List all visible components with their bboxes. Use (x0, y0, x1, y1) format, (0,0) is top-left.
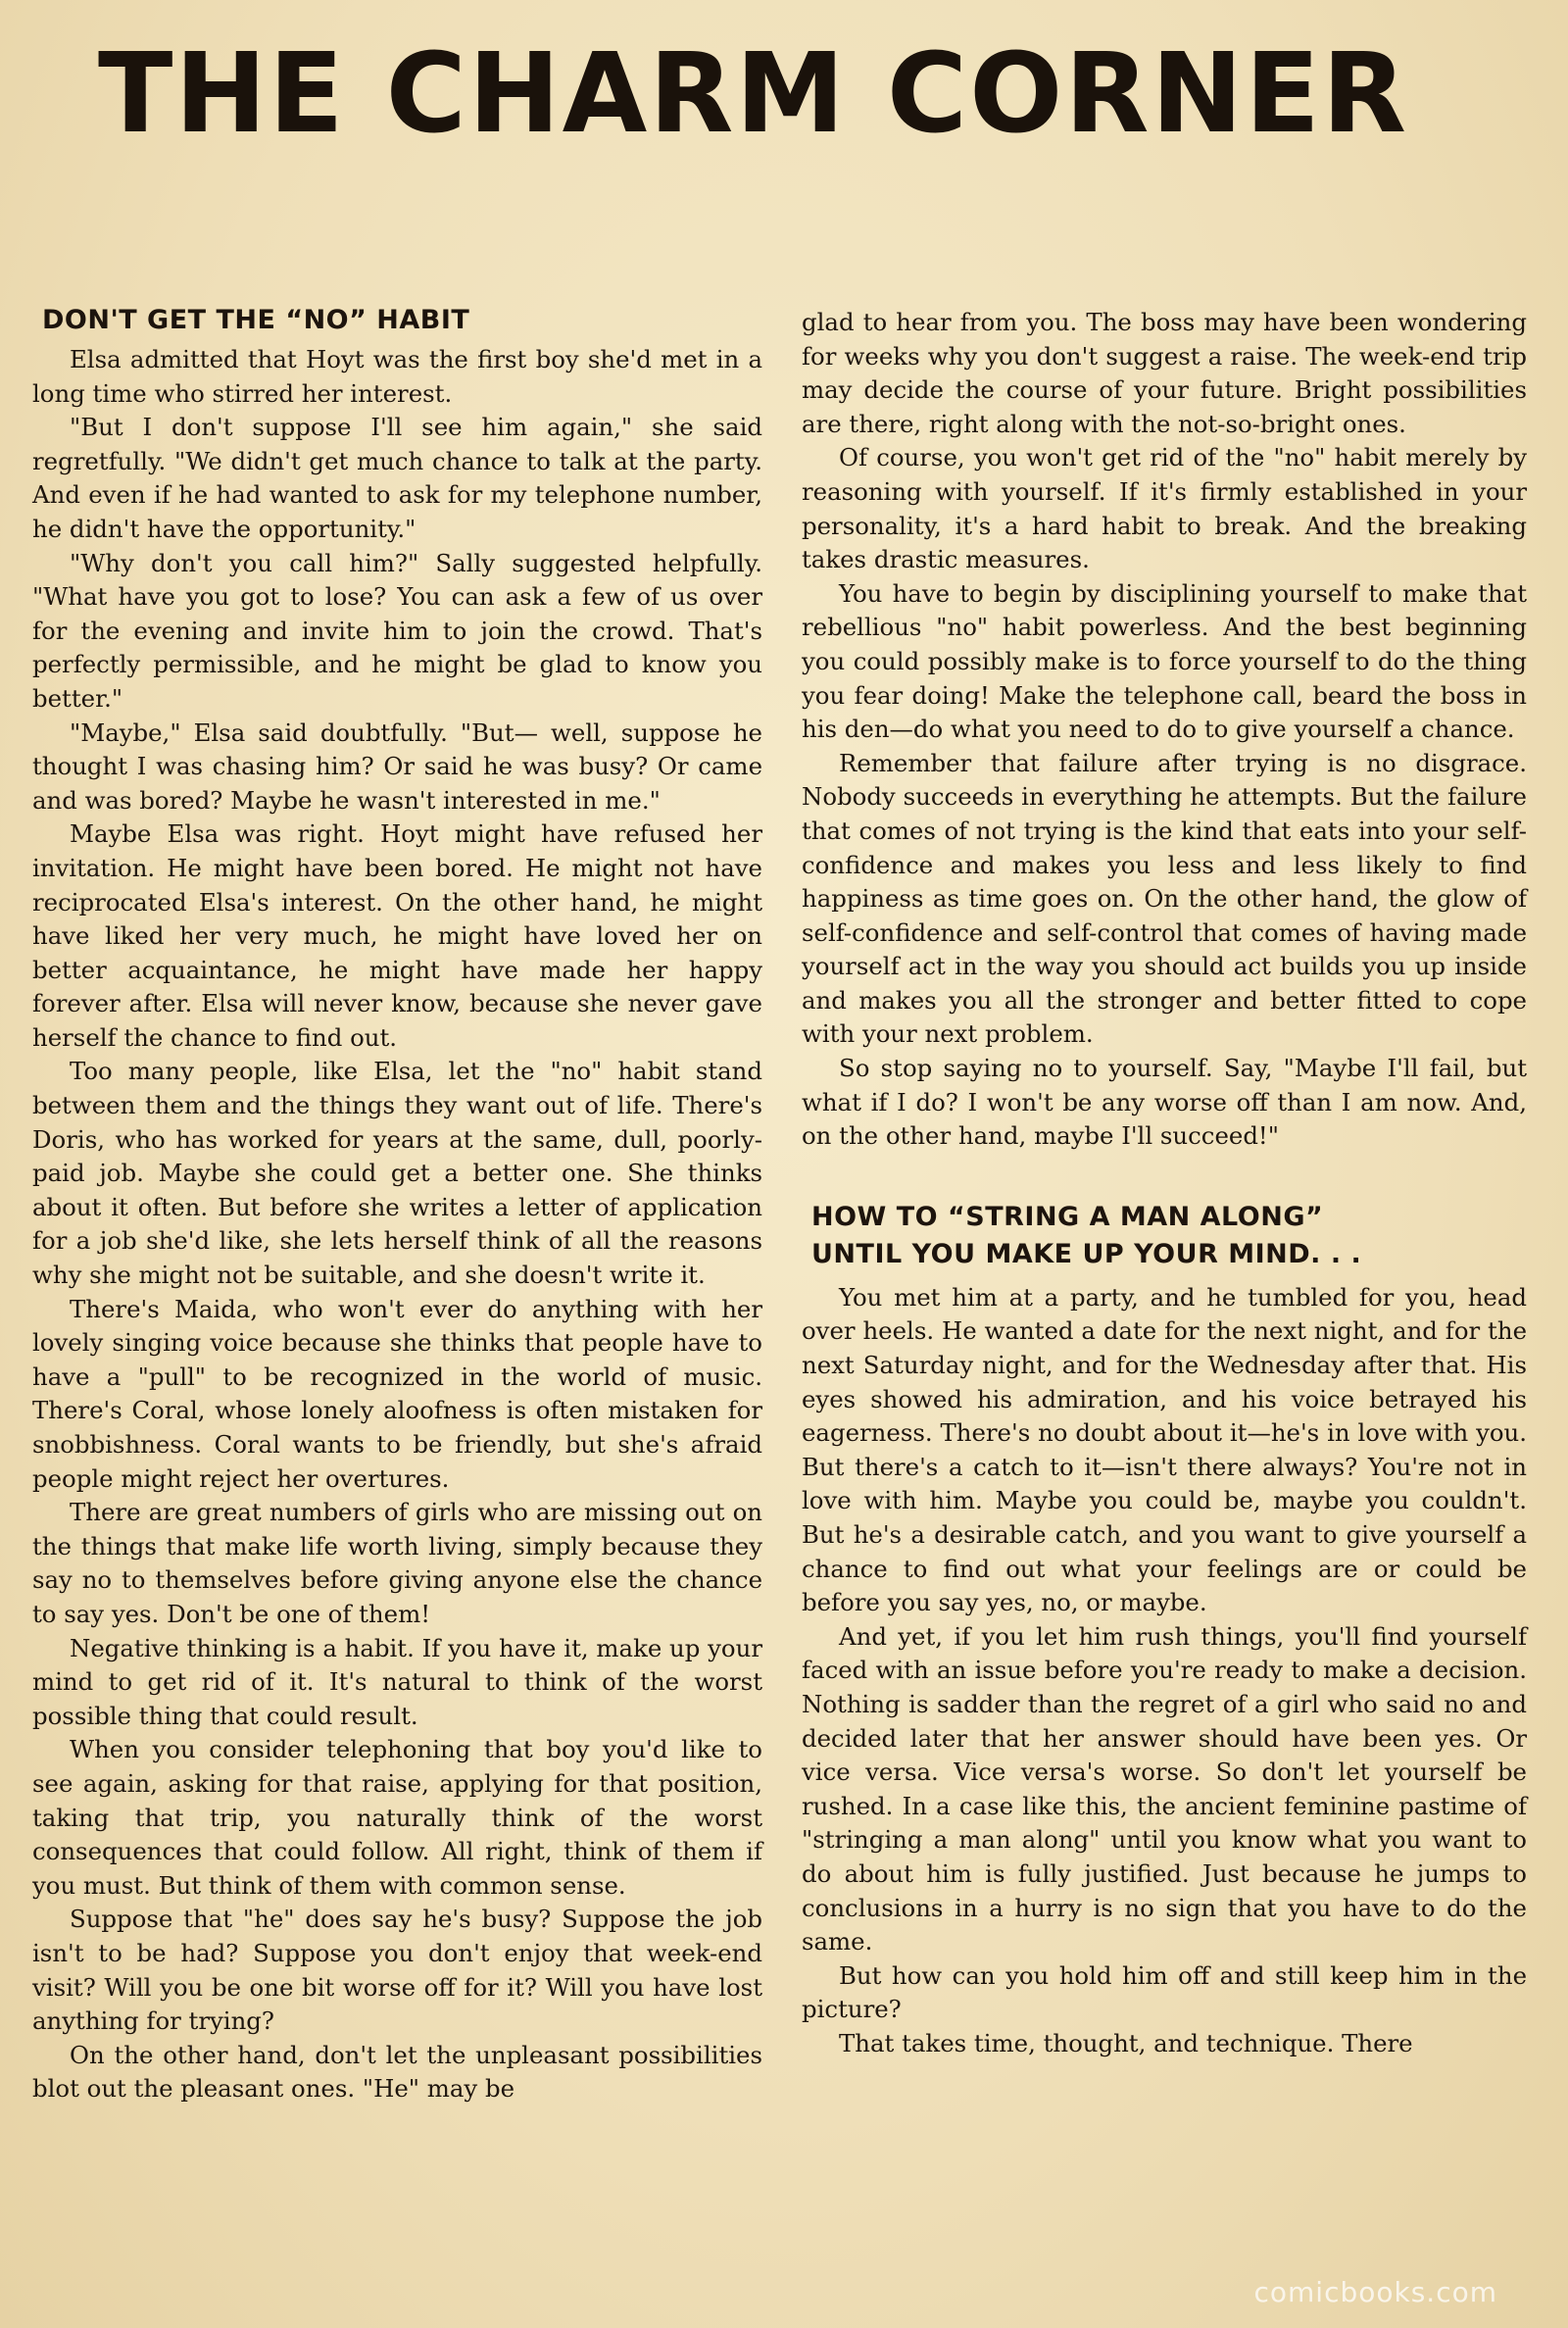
watermark: comicbooks.com (1253, 2276, 1497, 2308)
paragraph: And yet, if you let him rush things, you'll find yourself faced with an issue before you're ready to make a decision. Nothing is sadder than the regret of a girl who said no and decided later that her answer should have been yes. Or vice versa. Vice versa's worse. So don't let yourself be rushed. In a case like this, the ancient feminine pastime of "stringing a man along" until you know what you want to do about him is fully justified. Just because he jumps to conclusions in a hurry is no sign that you have to do the same. (802, 1621, 1527, 1957)
left-column (32, 302, 762, 2106)
paragraph: Negative thinking is a habit. If you have it, make up your mind to get rid of it. It's natural to think of the worst possible thing that could result. (32, 1633, 762, 1730)
page-title: THE CHARM CORNER (98, 30, 1409, 158)
paragraph: "Why don't you call him?" Sally suggested helpfully. "What have you got to lose? You can ask a few of us over for the evening and invite him to join the crowd. That's perfectly permissible, and he might be glad to know you better." (32, 548, 762, 713)
paragraph: Elsa admitted that Hoyt was the first boy she'd met in a long time who stirred her interest. (32, 345, 762, 408)
paragraph: "But I don't suppose I'll see him again," she said regretfully. "We didn't get much chance to talk at the party. And even if he had wanted to ask for my telephone number, he didn't have the opportunity." (32, 413, 762, 543)
paragraph: Suppose that "he" does say he's busy? Suppose the job isn't to be had? Suppose you don't enjoy that week-end visit? Will you be one bit worse off for it? Will you have lost anything for trying? (32, 1905, 762, 2036)
section-heading-line: UNTIL YOU MAKE UP YOUR MIND. . . (811, 1238, 1362, 1269)
section-heading-string-along (811, 1199, 1527, 1273)
paragraph: There are great numbers of girls who are missing out on the things that make life worth living, simply because they say no to themselves before giving anyone else the chance to say yes. Don't be one of them! (32, 1498, 762, 1628)
paragraph: But how can you hold him off and still keep him in the picture? (802, 1960, 1527, 2024)
paragraph: Maybe Elsa was right. Hoyt might have refused her invitation. He might have been bored. He might not have reciprocated Elsa's interest. On the other hand, he might have liked her very much, he might have loved her on better acquaintance, he might have made her happy forever after. Elsa will never know, because she never gave herself the chance to find out. (32, 819, 762, 1052)
paragraph: There's Maida, who won't ever do anything with her lovely singing voice because she thinks that people have to have a "pull" to be recognized in the world of music. There's Coral, whose lonely aloofness is often mistaken for snobbishness. Coral wants to be friendly, but she's afraid people might reject her overtures. (32, 1294, 762, 1493)
paragraph: "Maybe," Elsa said doubtfully. "But— well, suppose he thought I was chasing him? Or said he was busy? Or came and was bored? Maybe he wasn't interested in me." (32, 718, 762, 815)
paragraph: Remember that failure after trying is no disgrace. Nobody succeeds in everything he attempts. But the failure that comes of not trying is the kind that eats into your self-confidence and makes you less and less likely to find happiness as time goes on. On the other hand, the glow of self-confidence and self-control that comes of having made yourself act in the way you should act builds you up inside and makes you all the stronger and better fitted to cope with your next problem. (802, 748, 1527, 1049)
paragraph: You met him at a party, and he tumbled for you, head over heels. He wanted a date for the next night, and for the next Saturday night, and for the Wednesday after that. His eyes showed his admiration, and his voice betrayed his eagerness. There's no doubt about it—he's in love with you. But there's a catch to it—isn't there always? You're not in love with him. Maybe you could be, maybe you couldn't. But he's a desirable catch, and you want to give yourself a chance to find out what your feelings are or could be before you say yes, no, or maybe. (802, 1282, 1527, 1617)
section-heading-no-habit: DON'T GET THE “NO” HABIT (42, 305, 470, 335)
paragraph-continuation: glad to hear from you. The boss may have been wondering for weeks why you don't suggest a raise. The week-end trip may decide the course of your future. Bright possibilities are there, right along with the not-so-bright ones. (802, 308, 1527, 438)
paragraph: Too many people, like Elsa, let the "no" habit stand between them and the things they want out of life. There's Doris, who has worked for years at the same, dull, poorly-paid job. Maybe she could get a better one. She thinks about it often. But before she writes a letter of application for a job she'd like, she lets herself think of all the reasons why she might not be suitable, and she doesn't write it. (32, 1057, 762, 1290)
section-heading-line: HOW TO “STRING A MAN ALONG” (811, 1201, 1324, 1232)
paragraph: So stop saying no to yourself. Say, "Maybe I'll fail, but what if I do? I won't be any worse off than I am now. And, on the other hand, maybe I'll succeed!" (802, 1054, 1527, 1151)
paragraph: Of course, you won't get rid of the "no" habit merely by reasoning with yourself. If it's firmly established in your personality, it's a hard habit to break. And the breaking takes drastic measures. (802, 443, 1527, 574)
paragraph: When you consider telephoning that boy you'd like to see again, asking for that raise, applying for that position, taking that trip, you naturally think of the worst consequences that could follow. All right, think of them if you must. But think of them with common sense. (32, 1735, 762, 1900)
paragraph: On the other hand, don't let the unpleasant possibilities blot out the pleasant ones. "He" may be (32, 2040, 762, 2104)
paragraph: That takes time, thought, and technique. There (839, 2028, 1413, 2057)
paragraph: You have to begin by disciplining yourself to make that rebellious "no" habit powerless. And the best beginning you could possibly make is to force yourself to do the thing you fear doing! Make the telephone call, beard the boss in his den—do what you need to do to give yourself a chance. (802, 578, 1527, 744)
right-column (802, 306, 1527, 2061)
